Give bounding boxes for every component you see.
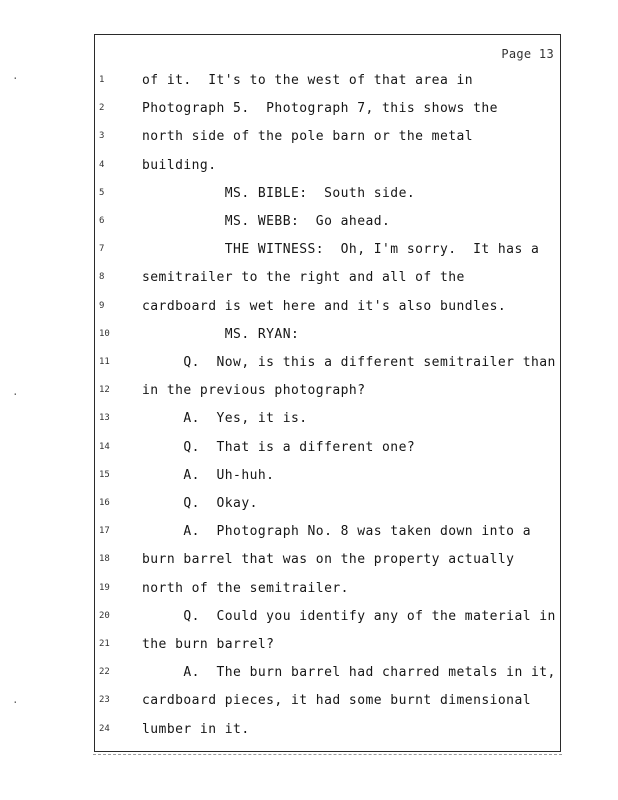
transcript-line (95, 101, 560, 121)
transcript-line (95, 665, 560, 685)
transcript-line (95, 581, 560, 601)
line-number: 23 (99, 695, 110, 706)
line-number: 1 (99, 75, 105, 85)
margin-mark: · (12, 72, 19, 85)
margin-mark: · (12, 696, 19, 709)
line-number: 22 (99, 667, 110, 678)
transcript-line (95, 693, 560, 713)
line-text: of it. It's to the west of that area in (142, 73, 474, 88)
transcript-line (95, 270, 560, 290)
line-text: Q. Could you identify any of the material in (142, 608, 556, 624)
line-number: 11 (99, 357, 110, 367)
transcript-line (95, 524, 560, 544)
line-text: Q. Okay. (142, 496, 258, 511)
transcript-line (95, 637, 560, 657)
transcript-line (95, 496, 560, 516)
transcript-line (95, 158, 560, 178)
line-number: 5 (99, 187, 105, 198)
line-text: semitrailer to the right and all of the (142, 270, 465, 286)
transcript-line (95, 722, 560, 742)
line-number: 20 (99, 610, 110, 621)
line-text: MS. BIBLE: South side. (142, 185, 416, 201)
line-number: 13 (99, 413, 110, 424)
transcript-line (95, 383, 560, 403)
line-number: 6 (99, 216, 105, 226)
line-text: cardboard is wet here and it's also bundles. (142, 298, 507, 314)
transcript-line (95, 73, 560, 93)
transcript-line (95, 609, 560, 629)
line-number: 3 (99, 131, 105, 142)
line-text: north side of the pole barn or the metal (142, 129, 474, 145)
line-text: A. The burn barrel had charred metals in it, (142, 665, 556, 681)
line-text: burn barrel that was on the property actually (142, 552, 515, 568)
line-number: 21 (99, 639, 110, 649)
line-text: cardboard pieces, it had some burnt dimensional (142, 693, 532, 709)
line-number: 14 (99, 441, 110, 452)
line-text: Photograph 5. Photograph 7, this shows the (142, 101, 498, 117)
line-number: 18 (99, 554, 110, 565)
line-text: in the previous photograph? (142, 383, 366, 399)
line-text: THE WITNESS: Oh, I'm sorry. It has a (142, 242, 540, 258)
line-text: A. Uh-huh. (142, 467, 275, 483)
line-text: MS. RYAN: (142, 326, 300, 342)
line-text: north of the semitrailer. (142, 580, 349, 596)
line-number: 12 (99, 385, 110, 396)
line-text: the burn barrel? (142, 637, 275, 652)
line-number: 10 (99, 328, 110, 339)
transcript-page (94, 34, 561, 752)
line-number: 7 (99, 244, 105, 255)
line-text: Q. Now, is this a different semitrailer than (142, 355, 556, 370)
margin-mark: · (12, 388, 19, 401)
line-number: 24 (99, 723, 110, 734)
line-number: 2 (99, 103, 105, 114)
transcript-line (95, 411, 560, 431)
transcript-line (95, 214, 560, 234)
transcript-line (95, 440, 560, 460)
line-text: A. Photograph No. 8 was taken down into a (142, 524, 532, 540)
transcript-line (95, 355, 560, 375)
transcript-line (95, 186, 560, 206)
transcript-line (95, 242, 560, 262)
line-text: building. (142, 157, 217, 173)
line-text: lumber in it. (142, 721, 250, 737)
line-number: 8 (99, 272, 105, 283)
line-text: MS. WEBB: Go ahead. (142, 214, 391, 229)
line-number: 16 (99, 498, 110, 508)
transcript-line (95, 327, 560, 347)
line-number: 17 (99, 526, 110, 537)
line-number: 4 (99, 159, 105, 170)
line-number: 9 (99, 300, 105, 311)
transcript-line (95, 468, 560, 488)
page-number-label: Page 13 (501, 47, 554, 61)
transcript-line (95, 552, 560, 572)
line-number: 19 (99, 582, 110, 593)
transcript-line (95, 299, 560, 319)
transcript-line (95, 129, 560, 149)
line-text: A. Yes, it is. (142, 411, 308, 427)
line-text: Q. That is a different one? (142, 439, 416, 455)
line-number: 15 (99, 469, 110, 480)
